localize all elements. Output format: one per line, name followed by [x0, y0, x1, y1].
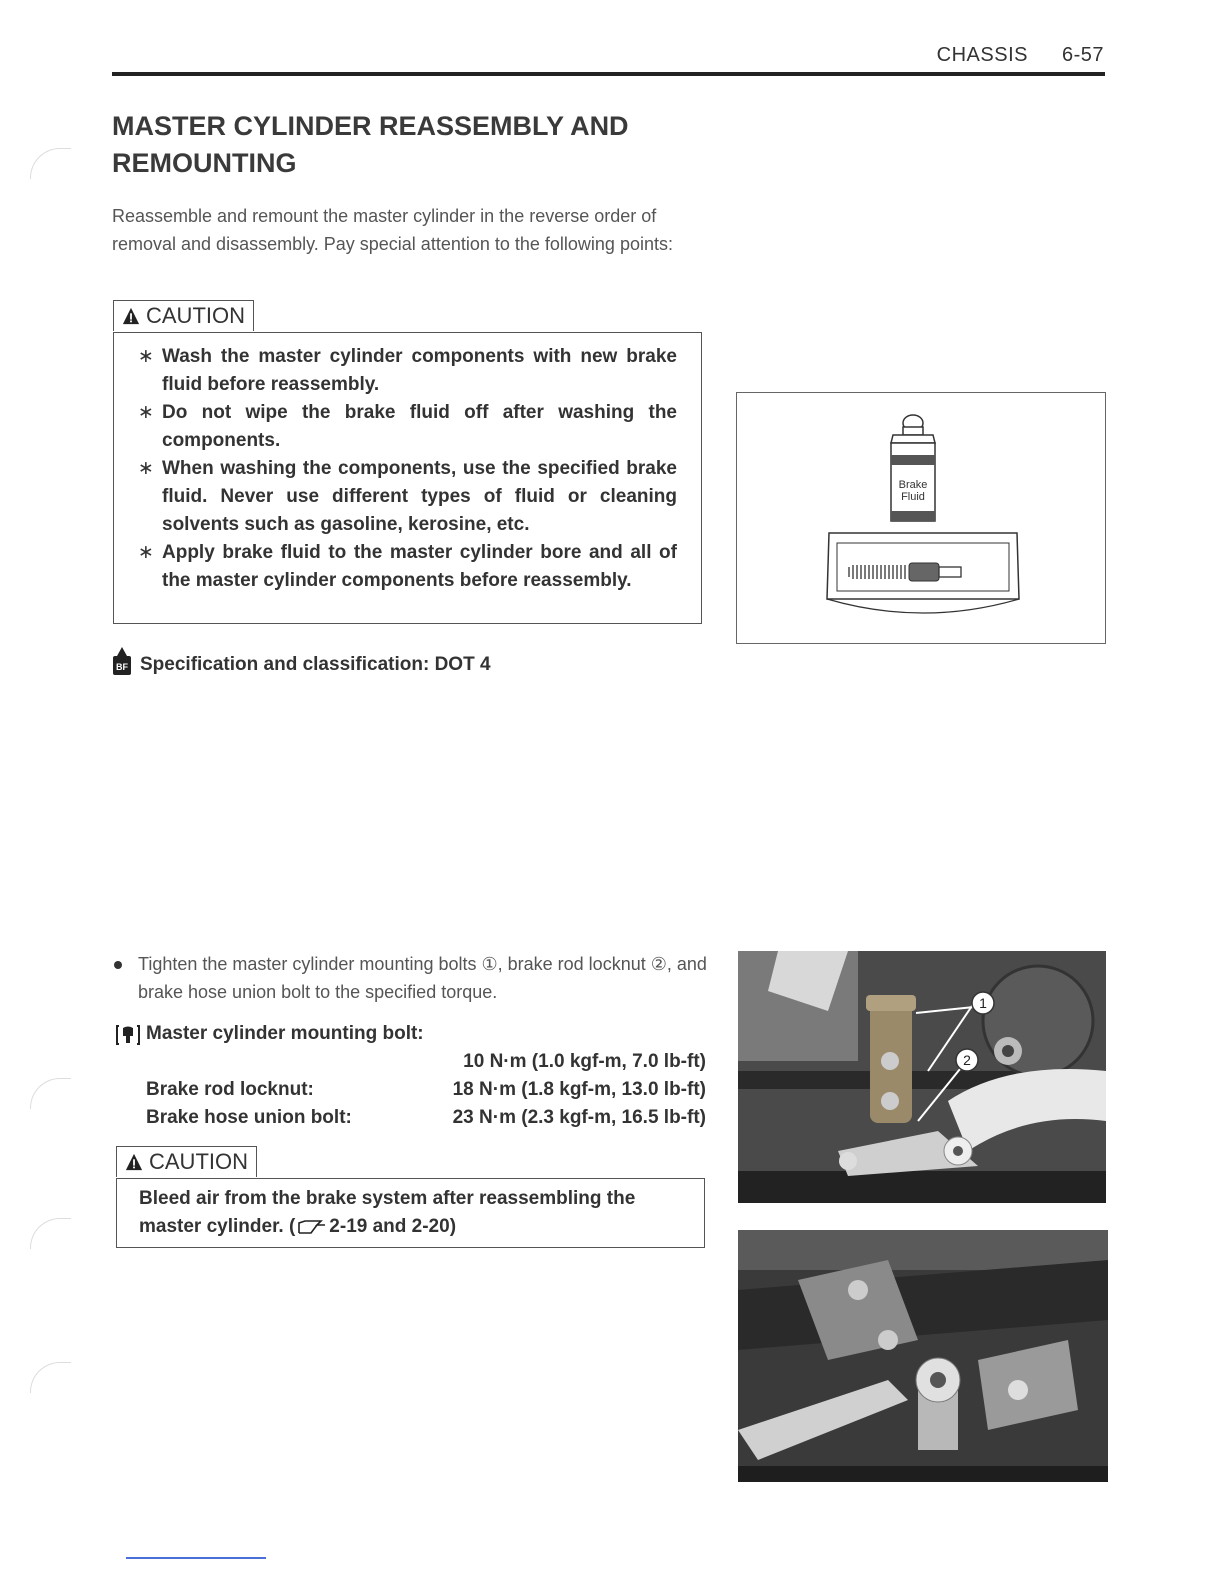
master-cylinder-photo-image	[738, 951, 1106, 1203]
torque-value: 10 N·m (1.0 kgf-m, 7.0 lb-ft)	[463, 1051, 706, 1072]
caution-label-2	[116, 1146, 257, 1177]
callout-2: 2	[963, 1052, 971, 1068]
brake-fluid-icon	[112, 646, 132, 676]
warning-triangle-icon	[125, 1153, 143, 1171]
margin-mark	[30, 1078, 71, 1109]
intro-paragraph: Reassemble and remount the master cylinder in the reverse order of removal and disassembly. Pay special attention to the following points:	[112, 206, 673, 254]
torque-wrench-photo	[738, 1230, 1108, 1482]
caution-label-1	[113, 300, 254, 331]
tighten-instruction: Tighten the master cylinder mounting bolts ①, brake rod locknut ②, and brake hose union bolt to the specified torque.	[112, 950, 708, 1006]
svg-text:Fluid: Fluid	[901, 491, 925, 503]
torque-label: Brake hose union bolt:	[146, 1107, 352, 1128]
caution-label-text: CAUTION	[146, 303, 245, 328]
margin-mark	[30, 148, 71, 179]
torque-label: Master cylinder mounting bolt:	[146, 1023, 424, 1044]
torque-label: Brake rod locknut:	[146, 1079, 314, 1100]
list-item: ∗ Apply brake fluid to the master cylinder bore and all of the master cylinder components before reassembly.	[138, 542, 677, 591]
torque-row	[116, 1104, 706, 1132]
torque-row	[116, 1048, 706, 1076]
brake-fluid-can-illustration	[737, 393, 1105, 643]
caution-text: Bleed air from the brake system after reassembling the master cylinder. ( 2-19 and 2-20)	[139, 1188, 636, 1237]
master-cylinder-photo	[738, 951, 1106, 1203]
torque-specs	[116, 1020, 706, 1132]
torque-wrench-photo-image	[738, 1230, 1108, 1482]
page-number: 6-57	[1061, 44, 1104, 66]
svg-text:BF: BF	[116, 662, 128, 672]
caution-box-2	[116, 1178, 705, 1248]
caution-box-1	[113, 332, 702, 624]
title-line-1: MASTER CYLINDER REASSEMBLY AND	[112, 111, 629, 141]
spec-text: Specification and classification: DOT 4	[140, 654, 491, 675]
section-name: CHASSIS	[936, 44, 1028, 66]
svg-text:Brake: Brake	[898, 479, 928, 491]
reference-pointer-icon	[297, 1219, 327, 1235]
warning-triangle-icon	[122, 307, 140, 325]
header-rule	[112, 72, 1105, 76]
list-item: ∗ Do not wipe the brake fluid off after washing the components.	[138, 402, 677, 451]
caution-label-text: CAUTION	[149, 1149, 248, 1174]
torque-row	[116, 1020, 706, 1048]
torque-wrench-icon	[116, 1024, 140, 1046]
torque-row	[116, 1076, 706, 1104]
footer-line	[126, 1557, 266, 1559]
page-header	[937, 44, 1104, 67]
margin-mark	[30, 1218, 71, 1249]
torque-value: 23 N·m (2.3 kgf-m, 16.5 lb-ft)	[452, 1107, 706, 1128]
caution-list	[114, 333, 701, 601]
callout-1: 1	[979, 995, 987, 1011]
list-item: ∗ Wash the master cylinder components with new brake fluid before reassembly.	[138, 346, 677, 395]
margin-mark	[30, 1362, 71, 1393]
spec-line	[112, 646, 491, 676]
bullet-icon	[114, 961, 122, 969]
list-item: ∗ When washing the components, use the specified brake fluid. Never use different types of fluid or cleaning solvents such as gasoline, kerosine, etc.	[138, 458, 677, 535]
brake-fluid-figure	[736, 392, 1106, 644]
title-line-2: REMOUNTING	[112, 148, 297, 178]
torque-value: 18 N·m (1.8 kgf-m, 13.0 lb-ft)	[452, 1079, 706, 1100]
page-title	[112, 108, 712, 182]
